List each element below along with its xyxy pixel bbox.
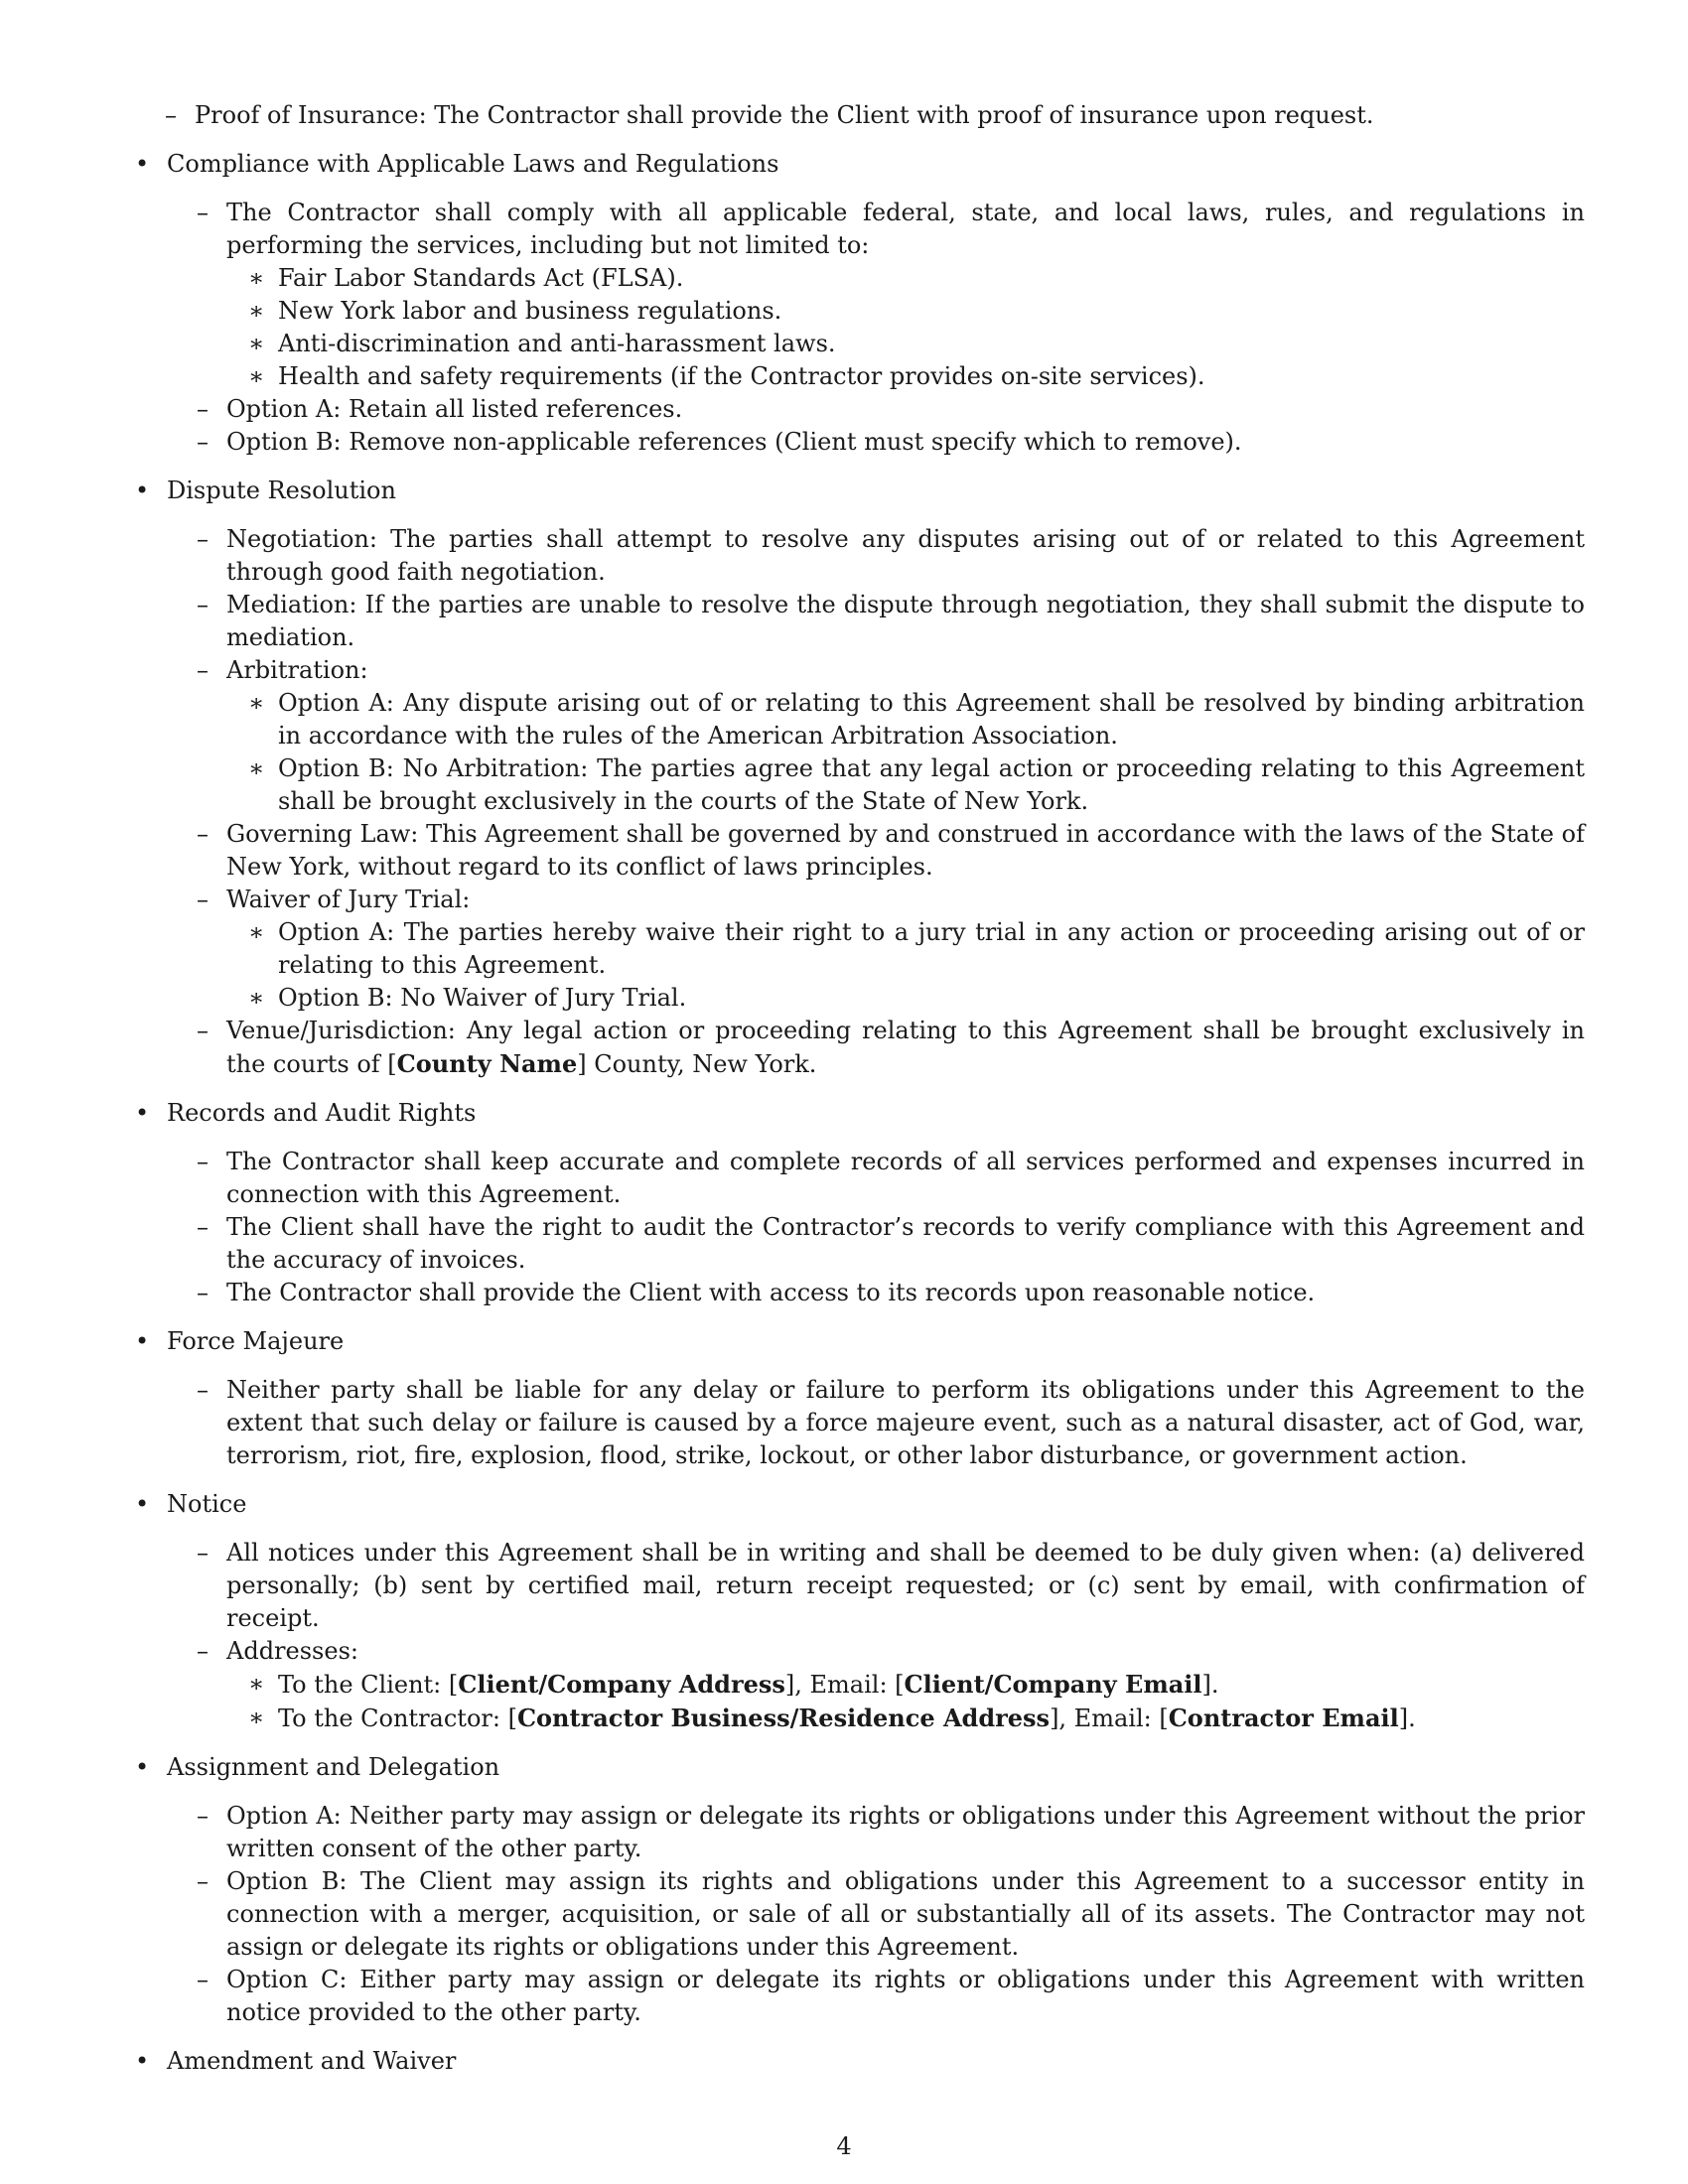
list-item-text: Option A: Neither party may assign or delegate its rights or obligations under this Agreement without the prior written consent of the other party.	[226, 1802, 1585, 1862]
section-title: Compliance with Applicable Laws and Regulations	[167, 150, 779, 178]
section-compliance	[135, 148, 1585, 459]
star-marker: ∗	[248, 362, 265, 390]
section-title: Force Majeure	[167, 1327, 345, 1355]
list-item	[226, 262, 1585, 295]
bullet-marker: •	[135, 1099, 150, 1127]
subsub-list	[226, 1668, 1585, 1735]
dash-marker: –	[197, 199, 209, 226]
list-item	[167, 1964, 1585, 2029]
dash-marker: –	[197, 591, 209, 618]
list-item	[167, 393, 1585, 426]
list-item-text: Option B: The Client may assign its rights and obligations under this Agreement to a successor entity in connection with a merger, acquisition, or sale of all or substantially all of its assets. The Contractor may not assign or delegate its rights or obligations under this Agreement.	[226, 1867, 1585, 1961]
list-item	[226, 295, 1585, 328]
section-title: Amendment and Waiver	[167, 2047, 457, 2075]
contractor-mid: ], Email: [	[1050, 1705, 1169, 1732]
list-item-text: Health and safety requirements (if the Contractor provides on-site services).	[278, 362, 1205, 390]
venue-post: ] County, New York.	[577, 1050, 817, 1078]
dash-marker: –	[197, 1148, 209, 1175]
list-item	[167, 1211, 1585, 1277]
dash-marker: –	[197, 1867, 209, 1895]
page-number: 4	[836, 2132, 852, 2160]
list-item	[167, 818, 1585, 884]
dash-marker: –	[197, 395, 209, 423]
dash-marker: –	[197, 886, 209, 913]
section-records-audit	[135, 1097, 1585, 1309]
sub-list	[167, 1537, 1585, 1735]
dash-marker: –	[197, 656, 209, 684]
client-post: ].	[1201, 1671, 1219, 1699]
star-marker: ∗	[248, 1704, 265, 1731]
client-pre: To the Client: [	[278, 1671, 459, 1699]
section-notice	[135, 1488, 1585, 1735]
subsub-list	[226, 916, 1585, 1015]
list-item-text: Option B: No Arbitration: The parties agree that any legal action or proceeding relating to this Agreement shall be brought exclusively in the courts of the State of New York.	[278, 754, 1585, 815]
star-marker: ∗	[248, 264, 265, 292]
list-item	[167, 1635, 1585, 1735]
dash-marker: –	[197, 1637, 209, 1665]
list-item-text: The Contractor shall provide the Client with access to its records upon reasonable notice.	[226, 1279, 1316, 1306]
list-item-text: Governing Law: This Agreement shall be governed by and construed in accordance with the laws of the State of New York, without regard to its conflict of laws principles.	[226, 820, 1585, 881]
dash-marker: –	[197, 1213, 209, 1241]
bullet-marker: •	[135, 1327, 150, 1355]
list-item	[167, 1800, 1585, 1865]
dash-marker: –	[197, 1539, 209, 1567]
list-item	[167, 1277, 1585, 1309]
list-item-text: Arbitration:	[226, 656, 368, 684]
dash-marker: –	[197, 820, 209, 848]
list-item	[167, 197, 1585, 393]
contractor-pre: To the Contractor: [	[278, 1705, 517, 1732]
sub-list	[167, 1374, 1585, 1472]
list-item-text: Option A: The parties hereby waive their right to a jury trial in any action or proceeding arising out of or relating to this Agreement.	[278, 918, 1585, 979]
dash-marker: –	[165, 101, 177, 129]
list-item	[226, 687, 1585, 752]
section-title: Records and Audit Rights	[167, 1099, 477, 1127]
sub-list	[167, 197, 1585, 459]
section-list	[135, 148, 1585, 2078]
section-assignment-delegation	[135, 1751, 1585, 2029]
list-item	[167, 654, 1585, 818]
dash-marker: –	[197, 1376, 209, 1404]
contractor-post: ].	[1398, 1705, 1416, 1732]
dash-marker: –	[197, 1279, 209, 1306]
list-item	[226, 360, 1585, 393]
list-item	[135, 99, 1585, 132]
bullet-marker: •	[135, 2047, 150, 2075]
contractor-address-item	[226, 1702, 1585, 1735]
section-title: Notice	[167, 1490, 247, 1518]
client-address-item	[226, 1668, 1585, 1702]
subsub-list	[226, 262, 1585, 393]
list-item-text: The Contractor shall keep accurate and complete records of all services performed and expenses incurred in connection with this Agreement.	[226, 1148, 1585, 1208]
bullet-marker: •	[135, 1490, 150, 1518]
list-item	[226, 982, 1585, 1015]
venue-text	[226, 1017, 1585, 1078]
list-item-text: Option B: No Waiver of Jury Trial.	[278, 984, 687, 1012]
sub-list	[167, 1146, 1585, 1309]
dash-marker: –	[197, 1966, 209, 1993]
list-item	[167, 1865, 1585, 1964]
subsub-list	[226, 687, 1585, 818]
list-item-text: The Contractor shall comply with all applicable federal, state, and local laws, rules, and regulations in performing the services, including but not limited to:	[226, 199, 1585, 259]
list-item-text: Option B: Remove non-applicable references (Client must specify which to remove).	[226, 428, 1242, 456]
list-item	[167, 1146, 1585, 1211]
bullet-marker: •	[135, 150, 150, 178]
bullet-marker: •	[135, 1753, 150, 1781]
list-item	[226, 328, 1585, 360]
star-marker: ∗	[248, 330, 265, 357]
section-title: Assignment and Delegation	[167, 1753, 500, 1781]
list-item	[226, 752, 1585, 818]
dash-marker: –	[197, 428, 209, 456]
star-marker: ∗	[248, 918, 265, 946]
contractor-address-placeholder: Contractor Business/Residence Address	[516, 1704, 1051, 1732]
section-title: Dispute Resolution	[167, 477, 396, 504]
list-item	[167, 1015, 1585, 1081]
contractor-email-placeholder: Contractor Email	[1168, 1704, 1399, 1732]
client-address-placeholder: Client/Company Address	[458, 1670, 785, 1699]
star-marker: ∗	[248, 1670, 265, 1698]
client-mid: ], Email: [	[784, 1671, 905, 1699]
list-item	[167, 884, 1585, 1015]
list-item	[167, 589, 1585, 654]
document-body	[135, 99, 1585, 2094]
bullet-marker: •	[135, 477, 150, 504]
client-email-placeholder: Client/Company Email	[904, 1670, 1202, 1699]
list-item-text: Option A: Any dispute arising out of or relating to this Agreement shall be resolved by binding arbitration in accordance with the rules of the American Arbitration Association.	[278, 689, 1585, 750]
continued-list	[135, 99, 1585, 132]
star-marker: ∗	[248, 689, 265, 717]
star-marker: ∗	[248, 297, 265, 325]
list-item-text: Addresses:	[226, 1637, 358, 1665]
star-marker: ∗	[248, 754, 265, 782]
dash-marker: –	[197, 1017, 209, 1044]
list-item	[167, 1537, 1585, 1635]
list-item-text: All notices under this Agreement shall be in writing and shall be deemed to be duly given when: (a) delivered personally; (b) sent by certified mail, return receipt requested; or (c) sent by email, with confirmation of receipt.	[226, 1539, 1585, 1632]
venue-pre: Venue/Jurisdiction: Any legal action or proceeding relating to this Agreement shall be brought exclusively in the courts of [	[226, 1017, 1585, 1078]
list-item-text: Option C: Either party may assign or delegate its rights or obligations under this Agreement with written notice provided to the other party.	[226, 1966, 1585, 2026]
section-dispute-resolution	[135, 475, 1585, 1081]
list-item	[167, 426, 1585, 459]
star-marker: ∗	[248, 984, 265, 1012]
list-item-text: Anti-discrimination and anti-harassment laws.	[278, 330, 836, 357]
list-item-text: Fair Labor Standards Act (FLSA).	[278, 264, 684, 292]
dash-marker: –	[197, 525, 209, 553]
list-item-text: New York labor and business regulations.	[278, 297, 782, 325]
list-item-text: Neither party shall be liable for any delay or failure to perform its obligations under this Agreement to the extent that such delay or failure is caused by a force majeure event, such as a natural disaster, act of God, war, terrorism, riot, fire, explosion, flood, strike, lockout, or other labor disturbance, or government action.	[226, 1376, 1585, 1469]
list-item	[167, 523, 1585, 589]
list-item	[226, 916, 1585, 982]
list-item-text: The Client shall have the right to audit the Contractor’s records to verify compliance with this Agreement and the accuracy of invoices.	[226, 1213, 1585, 1274]
list-item-text: Mediation: If the parties are unable to resolve the dispute through negotiation, they shall submit the dispute to mediation.	[226, 591, 1585, 651]
list-item-text: Waiver of Jury Trial:	[226, 886, 471, 913]
dash-marker: –	[197, 1802, 209, 1830]
list-item-text: Negotiation: The parties shall attempt to resolve any disputes arising out of or related to this Agreement through good faith negotiation.	[226, 525, 1585, 586]
section-amendment-waiver	[135, 2045, 1585, 2078]
sub-list	[167, 1800, 1585, 2029]
section-force-majeure	[135, 1325, 1585, 1472]
county-name-placeholder: County Name	[396, 1049, 578, 1078]
list-item-text: Proof of Insurance: The Contractor shall provide the Client with proof of insurance upon request.	[195, 101, 1374, 129]
list-item-text: Option A: Retain all listed references.	[226, 395, 683, 423]
sub-list	[167, 523, 1585, 1081]
list-item	[167, 1374, 1585, 1472]
